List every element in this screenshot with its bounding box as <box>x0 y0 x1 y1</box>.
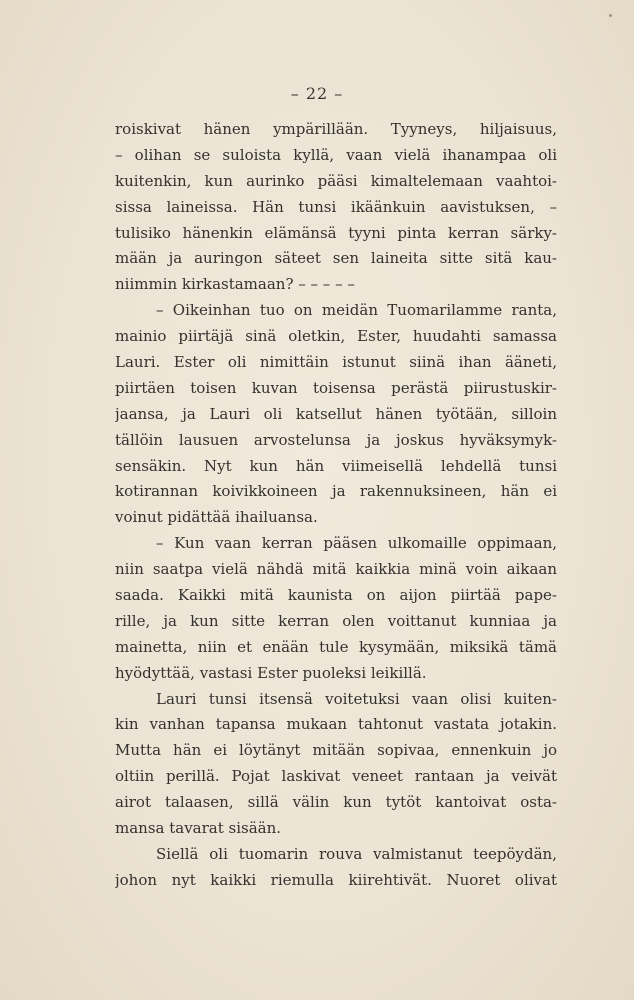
paper-speck <box>609 14 612 17</box>
text-line: mainio piirtäjä sinä oletkin, Ester, huudahti samassa <box>115 327 557 346</box>
text-line: Lauri. Ester oli nimittäin istunut siinä ihan ääneti, <box>115 353 557 372</box>
text-line: kuitenkin, kun aurinko pääsi kimaltelemaan vaahtoi- <box>115 171 557 190</box>
text-line: oltiin perillä. Pojat laskivat veneet rantaan ja veivät <box>115 767 557 786</box>
text-line: tällöin lausuen arvostelunsa ja joskus hyväksymyk- <box>115 430 557 449</box>
text-line: mään ja auringon säteet sen laineita sitte sitä kau- <box>115 249 557 268</box>
text-line: – olihan se suloista kyllä, vaan vielä ihanampaa oli <box>115 145 557 164</box>
text-line: tulisiko hänenkin elämänsä tyyni pinta kerran särky- <box>115 223 557 242</box>
body-text <box>115 117 557 894</box>
text-line: sissa laineissa. Hän tunsi ikäänkuin aavistuksen, – <box>115 197 557 216</box>
text-line: niin saatpa vielä nähdä mitä kaikkia minä voin aikaan <box>115 560 557 579</box>
page-number: – 22 – <box>290 84 344 103</box>
text-line: sensäkin. Nyt kun hän viimeisellä lehdellä tunsi <box>115 456 557 475</box>
text-line: saada. Kaikki mitä kaunista on aijon piirtää pape- <box>115 586 557 605</box>
text-line: hyödyttää, vastasi Ester puoleksi leikillä. <box>115 663 427 682</box>
text-line: voinut pidättää ihailuansa. <box>115 508 318 527</box>
text-line: Mutta hän ei löytänyt mitään sopivaa, ennenkuin jo <box>115 741 557 760</box>
text-line: kin vanhan tapansa mukaan tahtonut vastata jotakin. <box>115 715 557 734</box>
text-line: mainetta, niin et enään tule kysymään, miksikä tämä <box>115 637 557 656</box>
text-line: mansa tavarat sisään. <box>115 819 282 838</box>
text-line: johon nyt kaikki riemulla kiirehtivät. Nuoret olivat <box>115 870 557 889</box>
text-line: kotirannan koivikkoineen ja rakennuksineen, hän ei <box>115 482 557 501</box>
text-line: niimmin kirkastamaan? – – – – – <box>115 275 355 294</box>
text-line: Siellä oli tuomarin rouva valmistanut teepöydän, <box>156 844 557 863</box>
text-line: rille, ja kun sitte kerran olen voittanut kunniaa ja <box>115 611 557 630</box>
text-line: roiskivat hänen ympärillään. Tyyneys, hiljaisuus, <box>115 120 557 138</box>
text-line: jaansa, ja Lauri oli katsellut hänen työtään, silloin <box>115 404 557 423</box>
text-line: piirtäen toisen kuvan toisensa perästä piirustuskir- <box>115 378 557 397</box>
text-line: airot talaasen, sillä välin kun tytöt kantoivat osta- <box>115 793 557 812</box>
text-line: – Kun vaan kerran pääsen ulkomaille oppimaan, <box>156 534 557 553</box>
text-line: – Oikeinhan tuo on meidän Tuomarilamme ranta, <box>156 301 557 320</box>
text-line: Lauri tunsi itsensä voitetuksi vaan olisi kuiten- <box>156 689 557 708</box>
